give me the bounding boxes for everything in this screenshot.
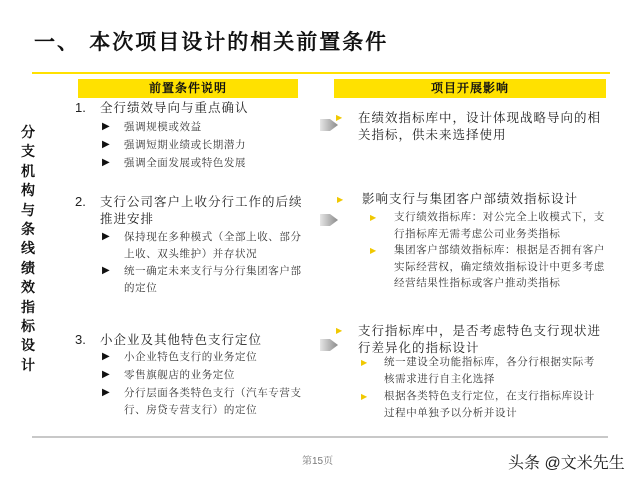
triangle-bullet-icon: ▶ [102, 139, 110, 150]
left-column-header: 前置条件说明 [78, 79, 298, 98]
item-number: 3. [75, 332, 86, 347]
left-sub-item: 分行层面各类特色支行（汽车专营支行、房贷专营支行）的定位 [124, 387, 302, 416]
right-sub-item: 支行绩效指标库：对公完全上收模式下，支行指标库无需考虑公司业务类指标 [394, 211, 605, 240]
triangle-bullet-icon: ▶ [102, 351, 110, 362]
title-divider [32, 72, 610, 74]
watermark: 头条 @文米先生 [508, 455, 625, 472]
yellow-bullet-icon: ▶ [370, 213, 377, 222]
triangle-bullet-icon: ▶ [102, 265, 110, 276]
yellow-bullet-icon: ▶ [336, 113, 343, 122]
left-sub-item: 统一确定未来支行与分行集团客户部的定位 [124, 265, 302, 294]
left-item-2: 支行公司客户上收分行工作的后续推进安排 [100, 194, 303, 226]
right-sub-item: 根据各类特色支行定位，在支行指标库设计过程中单独予以分析并设计 [384, 390, 595, 419]
yellow-bullet-icon: ▶ [336, 326, 343, 335]
left-item-3: 小企业及其他特色支行定位 [100, 332, 263, 347]
slide-title: 一、 本次项目设计的相关前置条件 [34, 29, 389, 54]
yellow-bullet-icon: ▶ [337, 195, 344, 204]
right-item-3: 支行指标库中，是否考虑特色支行现状进行差异化的指标设计 [358, 323, 602, 355]
right-sub-item: 统一建设全功能指标库，各分行根据实际考核需求进行自主化选择 [384, 356, 595, 385]
triangle-bullet-icon: ▶ [102, 387, 110, 398]
triangle-bullet-icon: ▶ [102, 157, 110, 168]
yellow-bullet-icon: ▶ [361, 392, 368, 401]
left-sub-item: 强调短期业绩或长期潜力 [124, 139, 247, 151]
left-sub-item: 强调全面发展或特色发展 [124, 157, 247, 169]
triangle-bullet-icon: ▶ [102, 121, 110, 132]
item-number: 1. [75, 100, 86, 115]
item-number: 2. [75, 194, 86, 209]
chevron-arrow-icon [320, 211, 338, 229]
yellow-bullet-icon: ▶ [361, 358, 368, 367]
yellow-bullet-icon: ▶ [370, 246, 377, 255]
left-sub-item: 零售旗舰店的业务定位 [124, 369, 235, 381]
page-number: 第15页 [302, 456, 334, 467]
left-sub-item: 保持现在多种模式（全部上收、部分上收、双头维护）并存状况 [124, 231, 302, 260]
footer-divider [32, 436, 608, 438]
triangle-bullet-icon: ▶ [102, 231, 110, 242]
side-vertical-label: 分支机构与条线绩效指标设计 [21, 125, 35, 374]
right-item-1: 在绩效指标库中，设计体现战略导向的相关指标，供未来选择使用 [358, 110, 602, 142]
left-sub-item: 强调规模或效益 [124, 121, 202, 133]
triangle-bullet-icon: ▶ [102, 369, 110, 380]
left-sub-item: 小企业特色支行的业务定位 [124, 351, 258, 363]
right-item-2: 影响支行与集团客户部绩效指标设计 [362, 191, 579, 206]
left-item-1: 全行绩效导向与重点确认 [100, 100, 249, 115]
chevron-arrow-icon [320, 336, 338, 354]
right-sub-item: 集团客户部绩效指标库：根据是否拥有客户实际经营权，确定绩效指标设计中更多考虑经营结果性指标或客户推动类指标 [394, 244, 605, 289]
right-column-header: 项目开展影响 [334, 79, 606, 98]
